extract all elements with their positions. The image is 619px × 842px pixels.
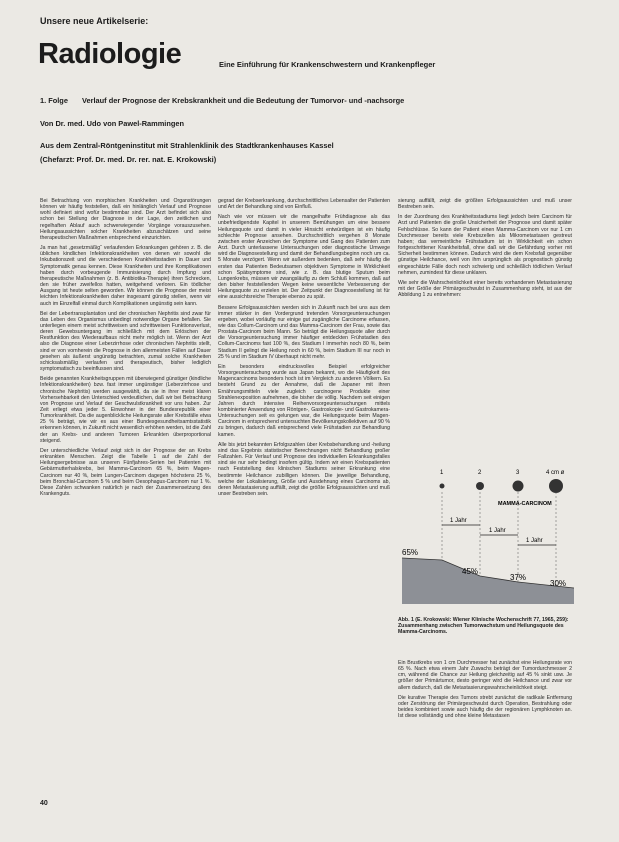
paragraph: In der Zuordnung des Krankheitsstadiums liegt jedoch beim Carcinom für Arzt und Patienten die große Unsicherheit der Prognose und damit später Fehlschlüsse. So kann der Patient einen Mamma-Carcinom vor nur 1 cm Durchmesser bereits viele Krebszellen als Mikrometastasen gestreut haben; das vermeintliche Frühstadium ist in Wirklichkeit ein schon fortgeschrittener Krankheitsfall, ohne daß wir die Gefährdung vorher mit Sicherheit bestimmen können. Dadurch wird die dem Krebsfall gegenüber günstige Heilchance, weil von ihm ursprünglich als prognostisch günstig eingeschätzte Fälle doch noch schwierig und schließlich tödlichen Verlauf nehmen, zumindest für diese unklaren. (398, 214, 572, 276)
article-topic: Verlauf der Prognose der Krebskrankheit und die Bedeutung der Tumorvor- und -nachsorge (82, 96, 405, 105)
tumor-circle-3cm (513, 481, 524, 492)
tumor-label: MAMMA-CARCINOM (498, 501, 552, 507)
article-author: Von Dr. med. Udo von Pawel-Rammingen (40, 119, 185, 128)
article-chief: (Chefarzt: Prof. Dr. med. Dr. rer. nat. E. Krokowski) (40, 155, 217, 164)
paragraph: gegrad der Krebserkrankung, durchschnittliches Lebensalter der Patienten und Art der Behandlung sind von Einfluß. (218, 198, 390, 211)
series-label: Unsere neue Artikelserie: (40, 16, 149, 26)
interval-label: 1 Jahr (526, 538, 543, 544)
page-number: 40 (40, 800, 48, 807)
paragraph: Ja man hat „gesetzmäßig“ verlaufenden Erkrankungen gehören z. B. die üblichen kindlichen Infektionskrankheiten von denen wir sowohl die Inkubationszeit und die verschiedenen Krankheitsstadien in Dauer und Symptomatik genau kennen. Diese Krankheiten und ihre Komplikationen haben durch vorbeugende Immunisierung durch Impfung und therapeutische Maßnahmen (z. B. Antibiotika-Therapie) ihren Schrecken, den sie früher zweifellos hatten, weitgehend verloren. Ein tödlicher Ausgang ist heute selten geworden. Wir können die Prognose der meist leichten Infektionskrankheiten daher insgesamt günstig stellen, wenn wir auch im Einzelfall einmal durch Komplikationen ungünstig sein kann. (40, 245, 211, 307)
healing-percent-label: 65% (402, 548, 419, 557)
paragraph: Wie sehr die Wahrscheinlichkeit einer bereits vorhandenen Metastasierung mit der Größe der Primärgeschwulst in Zusammenhang steht, ist aus der Abbildung 1 zu entnehmen: (398, 279, 572, 299)
paragraph: Nach wie vor müssen wir die mangelhafte Frühdiagnose als das unbefriedigendste Kapitel in unserem Bemühungen um eine bessere Heilungsquote und damit in vieler Hinsicht entwürdigen ist ein häufig schlechte Prognose ansehen. Durchschnittlich vergehen 8 Monate zwischen erster Anzeichen der Symptome und Gang des Patienten zum Arzt. Durch unterlassene Untersuchungen oder diagnostische Umwege wird die Diagnosestellung und damit der Behandlungsbeginn noch um ca. 5 Monate verzögert. Wenn wir außerdem bedenken, daß sehr häufig die ersten das Patienten Bedeutsamen objektiven Symptome in Wirklichkeit schon Spätsymptome sind, wie z. B. das blutige Sputum beim Lungenkrebs, müssen wir zwangsläufig zu dem Schluß kommen, daß auf den bisher feststellenden Wegen keine wesentliche Verbesserung der Heilungsquote zu erzielen ist. Der Zeitpunkt der Diagnosestellung ist für eine aussichtsreiche Therapie ebenso zu spät. (218, 214, 390, 301)
interval-label: 1 Jahr (489, 528, 506, 534)
tumor-circle-4cm (549, 479, 563, 493)
paragraph: Die kurative Therapie des Tumors strebt zunächst die radikale Entfernung oder Zerstörung der Primärgeschwulst durch Operation, Bestrahlung oder beides kombiniert sowie auch häufig die der regionären Lymphknoten an. Ist diese vollständig und ohne kleine Metastasen (398, 694, 572, 720)
scale-label: 2 (478, 470, 482, 476)
figure-caption: Abb. 1 (E. Krokowski: Wiener Klinische Wochenschrift 77, 1965, 259): Zusammenhang zwischen Tumorwachstum und Heilungsquote des Mamma-Carcinoms. (398, 617, 569, 636)
healing-percent-label: 37% (510, 573, 527, 582)
tumor-growth-figure (400, 468, 576, 604)
scale-label: 4 cm ø (546, 470, 565, 476)
folge-label: 1. Folge (40, 96, 68, 105)
scale-label: 1 (440, 470, 444, 476)
paragraph: Beide genannten Krankheitsgruppen mit überwiegend günstiger (kindliche Infektionskrankheiten) bzw. fast immer ungünstiger (Leberzirrhose und chronische Nephritis) werden ausgewählt, da sie in ihrer meist klaren Vorhersehbarkeit den Unterschied verdeutlichen, daß wir bei Betrachtung von Prognose und Verlauf der Geschwulstkrankheit vor uns haben. Zur Zeit erliegt etwa jeder 5. Einwohner in der Bundesrepublik einer Tumorkrankheit. Da die augenblickliche Heilungsrate aller Krebsfälle etwa 25 % beträgt, wie wir es aus einer Bundesgesundheitsamtsstatistik erkennen können, in Zukunft nicht wesentlich erhöhen werden, ist die Zahl der an Krebs- und anderen Tumoren Erkrankten überproportional steigend. (40, 376, 211, 444)
paragraph: Ein Brustkrebs von 1 cm Durchmesser hat zunächst eine Heilungsrate von 65 %. Nach etwa einem Jahr Zuwachs beträgt der Tumordurchmesser 2 cm, während die Chance zur Heilung gleichzeitig auf 45 % sinkt usw. Je größer der Primärtumor, desto geringer wird die Heilchance und zwar vor allem dadurch, daß die Metastasierungswahrscheinlichkeit steigt. (398, 660, 572, 691)
paragraph: Bei der Lebertransplantation und der chronischen Nephritis sind zwar für das Leben des Organismus unbedingt notwendige Organe befallen. Sie unterliegen einem meist schrittweisen und schrittweisen Funktionsverlust, deren Gewebsuntergang im schließlich mit dem Erlöschen der Restfunktion des Wiederaufbaus nicht mehr möglich ist. Wenn der Arzt also die Diagnose einer Leberzirrhose oder chronischen Nephritis stellt, sind er von vornherein die Prognose in den allermeisten Fällen auf Dauer gesehen als äußerst ungünstig betrachten, zumal solche Krankheiten schicksalsmäßig verlaufen und therapeutisch, bisher lediglich symptomatisch zu beeinflussen sind. (40, 310, 211, 373)
article-topic-row (40, 96, 610, 105)
paragraph: Der unterschiedliche Verlauf zeigt sich in der Prognose der an Krebs erkrankten Menschen. Zeigt die Tabelle 1 auf die Zahl der Heilungsergebnisse aus unseren Fünfjahres-Serien bei Patienten mit Gebärmutterhalskrebs, bei Mamma-Carcinom 65 %, beim Magen-Carcinom nur 40 %, beim Lungen-Carcinom dagegen höchstens 25 %, beim Bronchial-Carcinom 5 % und beim Oesophagus-Carcinom nur 1 %. Diese Zahlen schwanken natürlich je nach der Zusammensetzung des Krankenguts. (40, 447, 211, 498)
page-subtitle: Eine Einführung für Krankenschwestern und Krankenpfleger (219, 60, 436, 69)
healing-percent-label: 45% (462, 567, 479, 576)
text-column-3 (398, 198, 572, 302)
paragraph: Bessere Erfolgsaussichten werden sich in Zukunft nach bei uns aus dem immer stärker in den Vordergrund tretenden Vorsorgeuntersuchungen ergeben, wobei vorläufig nur einige gut zugängliche Carcinome erfassen, wie das Collum-Carcinom und das Mamma-Carcinom der Frau, sowie das Prostata-Carcinom beim Mann. So beträgt die Heilungsquote aller durch die Vorsorgeuntersuchung immer häufiger entdeckten Frühstadien des Collum-Carcinoms fast 100 %, des Stadium I immerhin noch 80 %, beim Stadium II gelingt die Heilung noch in 60 %, beim Stadium III nur noch in 25 % und im Stadium IV überhaupt nicht mehr. (218, 304, 390, 360)
healing-rate-area (402, 558, 574, 604)
page-title: Radiologie (38, 38, 182, 70)
text-column-2 (218, 198, 390, 501)
paragraph: Ein besonders eindrucksvolles Beispiel erfolgreicher Vorsorgeuntersuchung wurde aus Japan bekannt, wo die Häufigkeit des Magencarcinoms besonders hoch ist im Vergleich zu anderen Völkern. Es besteht Grund zu der Annahme, daß die Japaner mit ihren Ernährungsmitteln viele zugleich carcinogene Produkte einer Strahlenexposition aufnehmen, die bisher die völlig. Nachdem seit einigen Jahren durch intensive Reihenvorsorgeuntersuchungen mittels kombinierter Anwendung von Röntgen-, Gastroskopie- und Gastrokamera-Untersuchungen seit es gelungen war, die Heilungsquote beim Magen-Carcinom in entsprechend untersuchten Bevölkerungskollektiven auf 90 % zu bringen, dadurch daß entsprechend viele Frühstadien zur Behandlung kamen. (218, 363, 390, 438)
paragraph: Bei Betrachtung von morphischen Krankheiten und Organstörungen können wir häufig feststellen, daß ein hinlänglich Verlauf und Prognose wohl definiert sind wofür bestimmbar sind. Der Arzt befindet sich also schon bei Stellung der Diagnose in der Lage, den zeitlichen und regelhaften Ablauf auch schwerwiegender Vorgänge vorauszusehen. Heilungsaussichten solcher Krankheiten abzuschätzen und seine therapeutischen Maßnahmen entsprechend einzurichten. (40, 198, 211, 241)
paragraph: sierung auffällt, zeigt die größten Erfolgsaussichten und muß unser Bestreben sein. (398, 198, 572, 211)
paragraph: Alle bis jetzt bekannten Erfolgszahlen über Krebsbehandlung und -heilung sind das Ergebnis statistischer Berechnungen nicht Behandlung großer Fallzahlen. Für Verlauf und Prognose des individuellen Erkrankungsfalles sind sie nur sehr bedingt insofern gültig. Indem wir einen Krebspatienten nach Feststellung des klinischen Stadiums seiner Erkrankung eine bestimmte Heilchance zubilligen können. Die jeweilige Behandlung, welche der Lokalisierung, Größe und Ausdehnung eines Carcinoms ab, deren Metastasierung auffällt, zeigt die größte Erfolgsaussichten und muß unser Bestreben sein. (218, 441, 390, 498)
text-column-3-continued (398, 660, 572, 723)
tumor-circle-1cm (440, 484, 445, 489)
article-institute: Aus dem Zentral-Röntgeninstitut mit Strahlenklinik des Stadtkrankenhauses Kassel (40, 141, 334, 150)
tumor-circle-2cm (476, 482, 484, 490)
interval-label: 1 Jahr (450, 518, 467, 524)
healing-percent-label: 30% (550, 579, 567, 588)
text-column-1 (40, 198, 211, 501)
scale-label: 3 (516, 470, 520, 476)
